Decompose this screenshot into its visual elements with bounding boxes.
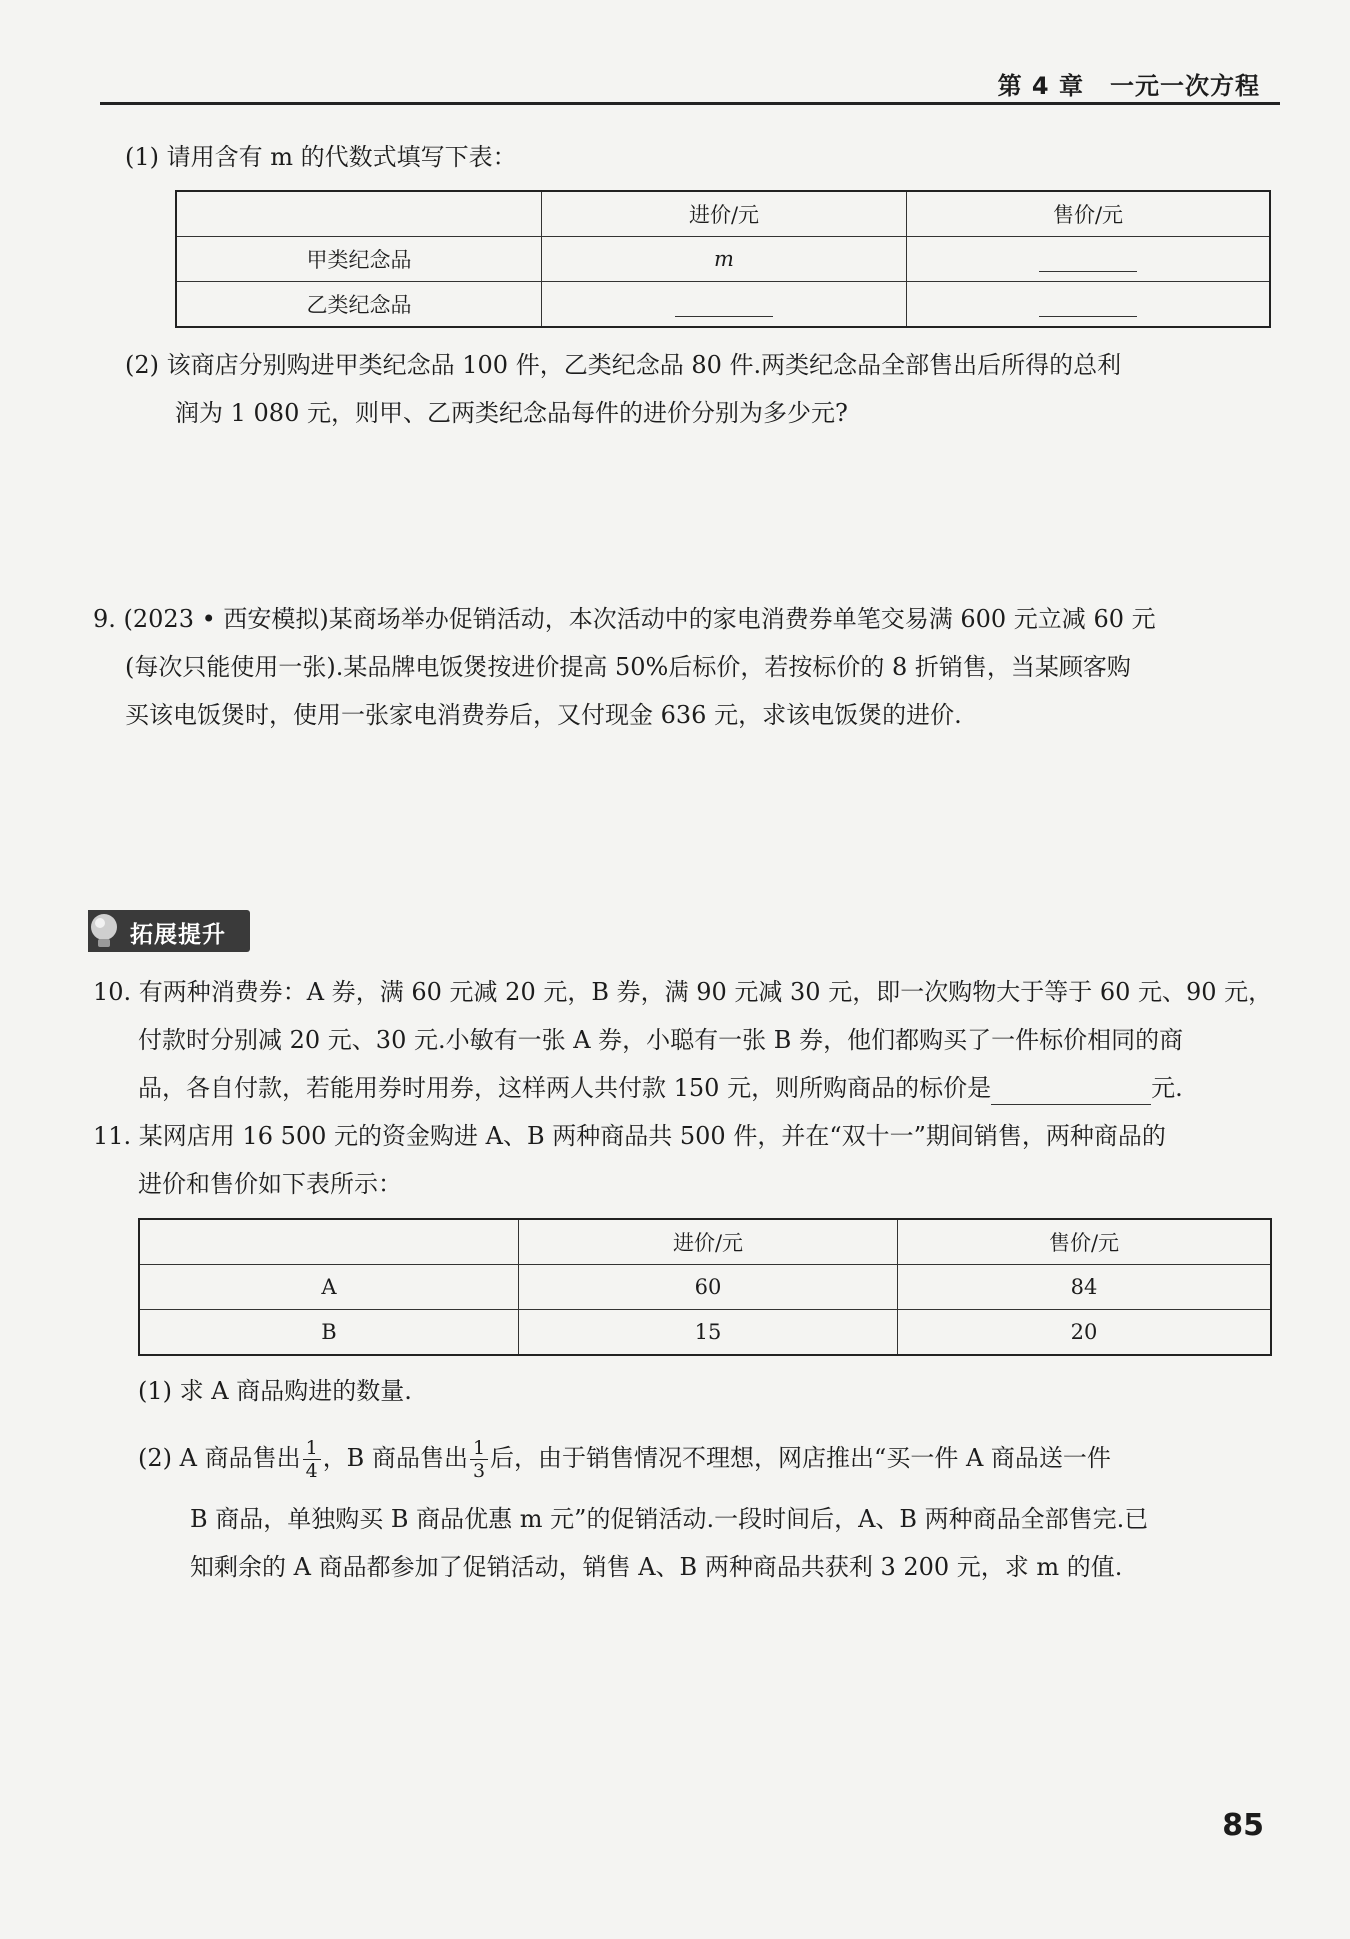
q11-part2-text-a: (2) A 商品售出 bbox=[138, 1444, 301, 1472]
q9-line2: (每次只能使用一张).某品牌电饭煲按进价提高 50%后标价，若按标价的 8 折销售，当某顾客购 bbox=[125, 653, 1131, 681]
chapter-title: 一元一次方程 bbox=[1110, 72, 1260, 100]
table-row bbox=[139, 1265, 1271, 1310]
q11-table bbox=[138, 1218, 1272, 1356]
q11-table-corner bbox=[139, 1219, 519, 1265]
q11-row-price: 20 bbox=[898, 1310, 1272, 1356]
q11-part2-text-b: ，B 商品售出 bbox=[322, 1444, 468, 1472]
q11-row-price: 84 bbox=[898, 1265, 1272, 1310]
q8-table-corner bbox=[176, 191, 542, 237]
lightbulb-icon bbox=[88, 912, 120, 950]
q8-table-row1-cost: m bbox=[542, 237, 907, 282]
q8-table-row2-price bbox=[907, 282, 1271, 328]
answer-blank[interactable] bbox=[1039, 249, 1137, 272]
table-row bbox=[139, 1310, 1271, 1356]
page-number: 85 bbox=[1222, 1808, 1264, 1843]
fraction-numerator: 1 bbox=[303, 1437, 321, 1460]
q11-part1: (1) 求 A 商品购进的数量. bbox=[138, 1377, 412, 1405]
q8-part2-line2: 润为 1 080 元，则甲、乙两类纪念品每件的进价分别为多少元? bbox=[175, 399, 848, 427]
answer-blank[interactable] bbox=[675, 294, 773, 317]
q11-row-cost: 60 bbox=[519, 1265, 898, 1310]
q11-row-cost: 15 bbox=[519, 1310, 898, 1356]
q11-part2-text-c: 后，由于销售情况不理想，网店推出“买一件 A 商品送一件 bbox=[490, 1444, 1111, 1472]
q9-line1: 9. (2023 • 西安模拟)某商场举办促销活动，本次活动中的家电消费券单笔交易满 600 元立减 60 元 bbox=[93, 605, 1156, 633]
q8-table-col2: 售价/元 bbox=[907, 191, 1271, 237]
answer-blank[interactable] bbox=[991, 1078, 1151, 1105]
q10-line3-text: 品，各自付款，若能用券时用券，这样两人共付款 150 元，则所购商品的标价是 bbox=[138, 1074, 992, 1102]
fraction-numerator: 1 bbox=[470, 1437, 488, 1460]
q8-part2-line1: (2) 该商店分别购进甲类纪念品 100 件，乙类纪念品 80 件.两类纪念品全部售出后所得的总利 bbox=[125, 351, 1122, 379]
q11-row-label: A bbox=[139, 1265, 519, 1310]
q8-part1: (1) 请用含有 m 的代数式填写下表： bbox=[125, 143, 517, 171]
q11-row-label: B bbox=[139, 1310, 519, 1356]
q8-table-row1-label: 甲类纪念品 bbox=[176, 237, 542, 282]
q11-line1: 11. 某网店用 16 500 元的资金购进 A、B 两种商品共 500 件，并在“双十一”期间销售，两种商品的 bbox=[93, 1122, 1166, 1150]
answer-blank[interactable] bbox=[1039, 294, 1137, 317]
q8-table-row1-price bbox=[907, 237, 1271, 282]
fraction-denominator: 4 bbox=[305, 1460, 318, 1482]
q11-table-col1: 进价/元 bbox=[519, 1219, 898, 1265]
q10-line3-unit: 元. bbox=[1151, 1074, 1183, 1102]
fraction-denominator: 3 bbox=[472, 1460, 486, 1482]
section-title: 拓展提升 bbox=[130, 922, 226, 948]
q9-line3: 买该电饭煲时，使用一张家电消费券后，又付现金 636 元，求该电饭煲的进价. bbox=[125, 701, 962, 729]
q8-table-row2-label: 乙类纪念品 bbox=[176, 282, 542, 328]
q10-line3 bbox=[138, 1071, 1183, 1105]
q11-line2: 进价和售价如下表所示： bbox=[138, 1170, 402, 1198]
fraction-one-quarter bbox=[303, 1437, 321, 1482]
q8-table-row2-cost bbox=[542, 282, 907, 328]
chapter-heading bbox=[998, 66, 1260, 101]
q8-table-col1: 进价/元 bbox=[542, 191, 907, 237]
fraction-one-third bbox=[470, 1437, 488, 1482]
q10-line1: 10. 有两种消费券：A 券，满 60 元减 20 元，B 券，满 90 元减 30 元，即一次购物大于等于 60 元、90 元， bbox=[93, 978, 1273, 1006]
q11-part2-line1 bbox=[138, 1430, 1111, 1486]
q8-table bbox=[175, 190, 1271, 328]
page-header bbox=[100, 60, 1280, 105]
q11-table-col2: 售价/元 bbox=[898, 1219, 1272, 1265]
q10-line2: 付款时分别减 20 元、30 元.小敏有一张 A 券，小聪有一张 B 券，他们都购买了一件标价相同的商 bbox=[138, 1026, 1184, 1054]
q11-part2-line3: 知剩余的 A 商品都参加了促销活动，销售 A、B 两种商品共获利 3 200 元，求 m 的值. bbox=[190, 1553, 1123, 1581]
section-badge bbox=[88, 910, 250, 952]
chapter-number: 第 4 章 bbox=[997, 72, 1084, 100]
q11-part2-line2: B 商品，单独购买 B 商品优惠 m 元”的促销活动.一段时间后，A、B 两种商品全部售完.已 bbox=[190, 1505, 1149, 1533]
